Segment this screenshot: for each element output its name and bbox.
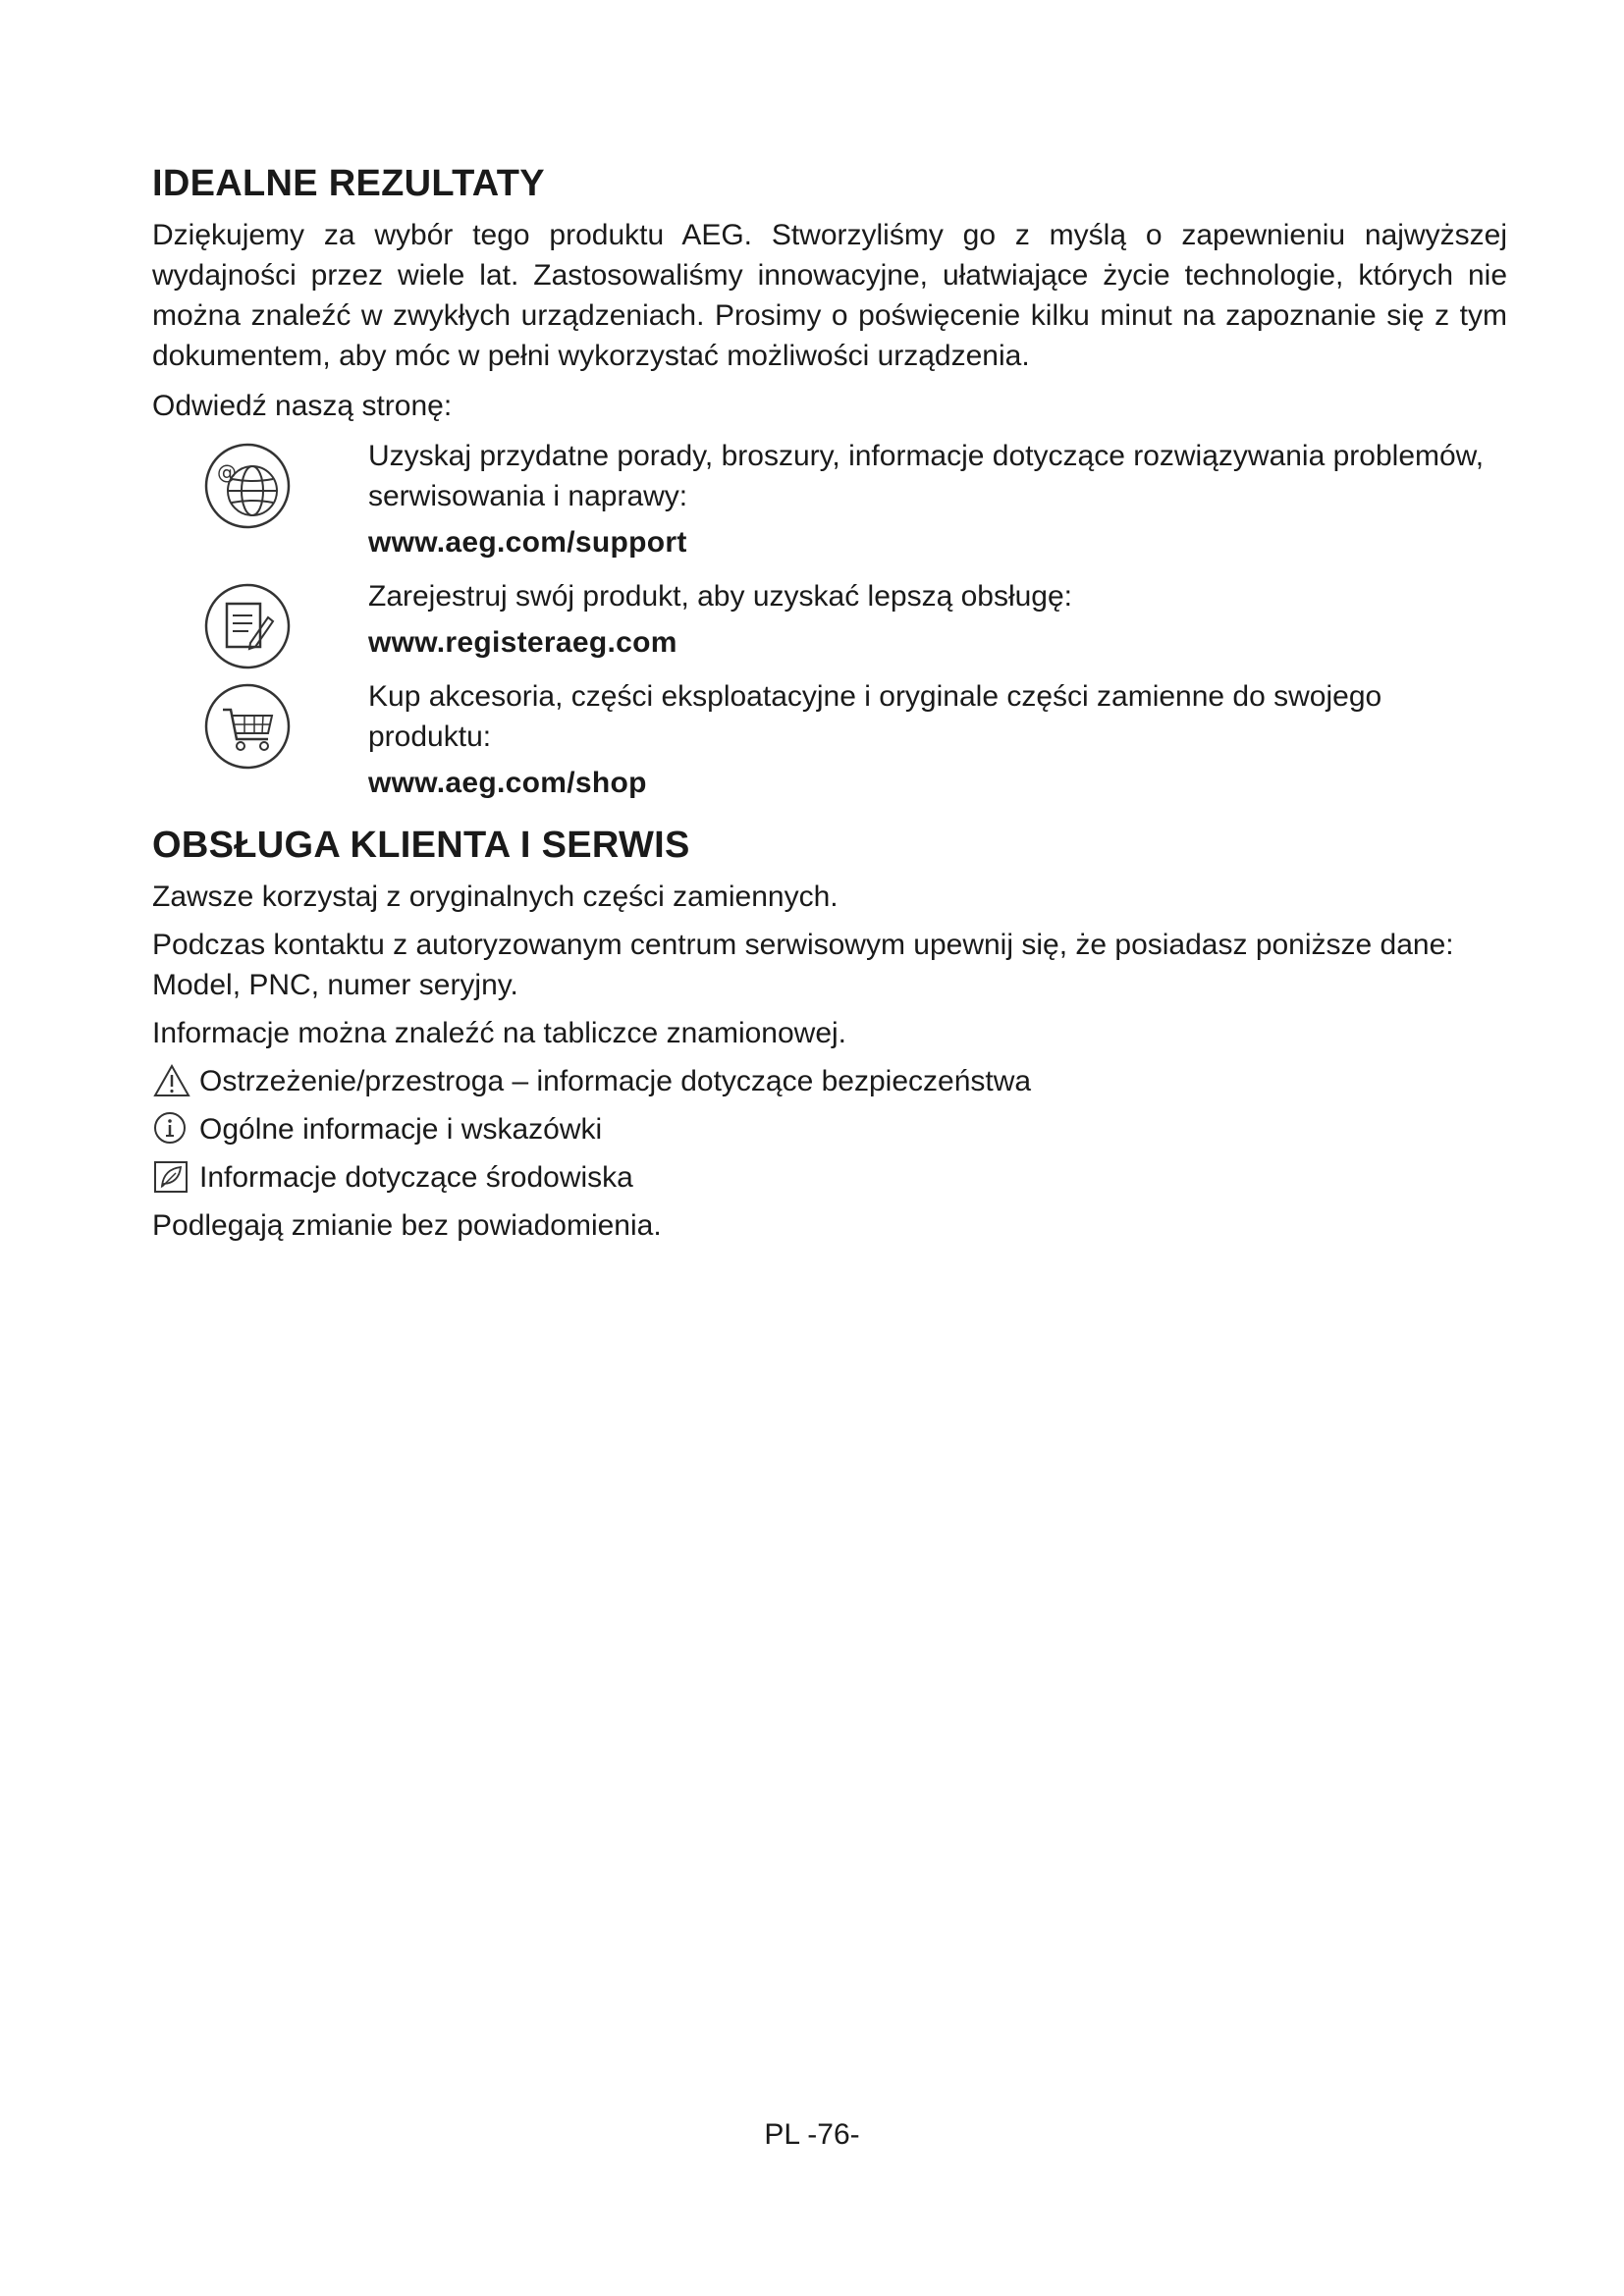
- legend-info: [152, 1109, 1507, 1149]
- shop-link-row: [152, 676, 1507, 803]
- original-parts-paragraph: Zawsze korzystaj z oryginalnych części zamiennych.: [152, 881, 839, 913]
- legend-warning-text: Ostrzeżenie/przestroga – informacje dotyczące bezpieczeństwa: [199, 1065, 1032, 1097]
- info-icon: [152, 1111, 191, 1147]
- notice-paragraph: Podlegają zmianie bez powiadomienia.: [152, 1209, 662, 1242]
- rating-plate-paragraph: Informacje można znaleźć na tabliczce znamionowej.: [152, 1017, 847, 1049]
- legend-info-text: Ogólne informacje i wskazówki: [199, 1113, 603, 1146]
- intro-paragraph: Dziękujemy za wybór tego produktu AEG. Stworzyliśmy go z myślą o zapewnieniu najwyższej wydajności przez wiele lat. Zastosowaliśmy innowacyjne, ułatwiające życie technologie, których nie można znaleźć w zwykłych urządzeniach. Prosimy o poświęcenie kilku minut na zapoznanie się z tym dokumentem, aby móc w pełni wykorzystać możliwości urządzenia.: [152, 219, 1507, 372]
- register-link-row: [152, 576, 1507, 663]
- shopping-cart-icon: [203, 682, 292, 771]
- svg-text:@: @: [217, 460, 237, 484]
- warning-icon: [152, 1063, 191, 1098]
- legend-environment: [152, 1157, 1507, 1198]
- content-column: [152, 163, 1507, 1254]
- environment-icon: [152, 1159, 191, 1195]
- legend-environment-text: Informacje dotyczące środowiska: [199, 1161, 633, 1194]
- section-title-customer-service: OBSŁUGA KLIENTA I SERWIS: [152, 825, 690, 866]
- visit-label: Odwiedź naszą stronę:: [152, 390, 453, 422]
- register-icon: [203, 582, 292, 670]
- customer-service-section: [152, 825, 1507, 1246]
- shop-url[interactable]: www.aeg.com/shop: [368, 767, 647, 799]
- legend-warning: [152, 1061, 1507, 1101]
- section-title-ideal-results: IDEALNE REZULTATY: [152, 163, 545, 204]
- globe-icon: [203, 442, 292, 530]
- register-description: Zarejestruj swój produkt, aby uzyskać lepszą obsługę:: [368, 580, 1073, 613]
- register-url[interactable]: www.registeraeg.com: [368, 626, 677, 659]
- support-url[interactable]: www.aeg.com/support: [368, 526, 687, 559]
- support-link-row: [152, 436, 1507, 562]
- shop-description: Kup akcesoria, części eksploatacyjne i oryginale części zamienne do swojego produktu:: [368, 680, 1382, 753]
- page-number: PL -76-: [764, 2118, 860, 2151]
- support-description: Uzyskaj przydatne porady, broszury, informacje dotyczące rozwiązywania problemów, serwisowania i naprawy:: [368, 440, 1485, 512]
- service-contact-paragraph: Podczas kontaktu z autoryzowanym centrum serwisowym upewnij się, że posiadasz poniższe dane: Model, PNC, numer seryjny.: [152, 929, 1454, 1001]
